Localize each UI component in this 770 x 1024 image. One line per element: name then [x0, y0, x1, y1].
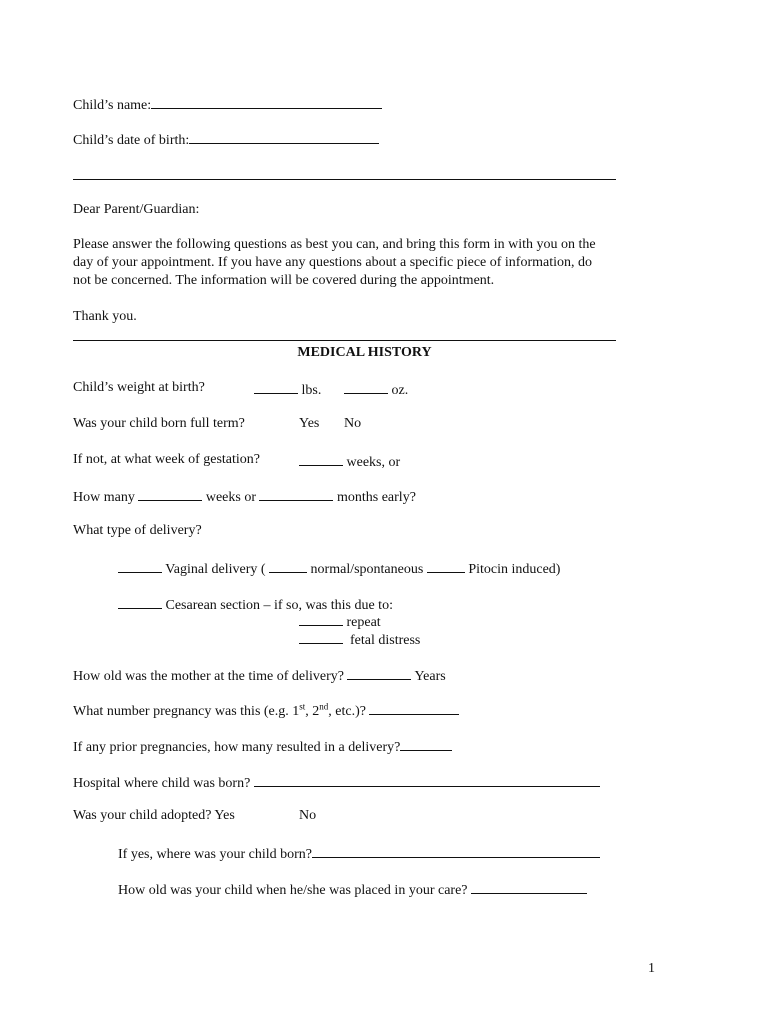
pregnancy-number-row	[73, 700, 459, 721]
delivery-type-label: What type of delivery?	[73, 523, 202, 538]
gestation-row	[299, 451, 400, 472]
normal-label: normal/spontaneous	[310, 562, 424, 577]
lbs-unit: lbs.	[301, 383, 322, 398]
months-early-field[interactable]	[259, 486, 333, 501]
how-many-label: How many	[73, 490, 135, 505]
pitocin-label: Pitocin induced)	[468, 562, 561, 577]
salutation: Dear Parent/Guardian:	[73, 202, 200, 217]
adopted-where-row	[118, 843, 600, 864]
instructions-line-2: day of your appointment. If you have any questions about a specific piece of information, do	[73, 255, 593, 270]
normal-field[interactable]	[269, 558, 307, 573]
gestation-unit: weeks, or	[346, 455, 401, 470]
vaginal-field[interactable]	[118, 558, 162, 573]
child-name-row	[73, 94, 382, 115]
birth-weight-oz-row	[344, 379, 408, 400]
vaginal-label: Vaginal delivery (	[165, 562, 266, 577]
repeat-field[interactable]	[299, 611, 343, 626]
child-dob-label: Child’s date of birth:	[73, 133, 190, 148]
section-title: MEDICAL HISTORY	[297, 345, 432, 360]
birth-weight-oz-field[interactable]	[344, 379, 388, 394]
divider-top	[73, 179, 616, 180]
hospital-row	[73, 772, 600, 793]
pregnancy-number-field[interactable]	[369, 700, 459, 715]
divider-section	[73, 340, 616, 341]
cesarean-field[interactable]	[118, 594, 162, 609]
adopted-age-field[interactable]	[471, 879, 587, 894]
oz-unit: oz.	[391, 383, 409, 398]
full-term-yes[interactable]: Yes	[299, 416, 320, 431]
hospital-label: Hospital where child was born?	[73, 776, 251, 791]
instructions-line-3: not be concerned. The information will be covered during the appointment.	[73, 273, 495, 288]
hospital-field[interactable]	[254, 772, 600, 787]
full-term-label: Was your child born full term?	[73, 416, 245, 431]
adopted-label: Was your child adopted? Yes	[73, 808, 235, 823]
prior-pregnancies-field[interactable]	[400, 736, 452, 751]
weeks-early-field[interactable]	[138, 486, 202, 501]
child-dob-row	[73, 129, 379, 150]
prior-pregnancies-label: If any prior pregnancies, how many resulted in a delivery?	[73, 740, 401, 755]
vaginal-row	[118, 558, 560, 579]
superscript-st: st	[299, 701, 306, 712]
how-many-row	[73, 486, 416, 507]
gestation-label: If not, at what week of gestation?	[73, 452, 260, 467]
birth-weight-label: Child’s weight at birth?	[73, 380, 205, 395]
adopted-age-row	[118, 879, 587, 900]
mother-age-row	[73, 665, 446, 686]
fetal-distress-label: fetal distress	[350, 633, 421, 648]
months-early-label: months early?	[336, 490, 416, 505]
birth-weight-lbs-field[interactable]	[254, 379, 298, 394]
pregnancy-number-sep: , 2	[305, 704, 320, 719]
child-dob-field[interactable]	[189, 129, 379, 144]
page-number: 1	[648, 961, 655, 976]
fetal-distress-field[interactable]	[299, 629, 343, 644]
fetal-distress-row	[299, 629, 420, 650]
adopted-no[interactable]: No	[299, 808, 317, 823]
mother-age-label: How old was the mother at the time of delivery?	[73, 669, 344, 684]
mother-age-unit: Years	[414, 669, 446, 684]
gestation-field[interactable]	[299, 451, 343, 466]
pregnancy-number-label-end: , etc.)?	[328, 704, 366, 719]
superscript-nd: nd	[319, 701, 329, 712]
repeat-label: repeat	[346, 615, 381, 630]
cesarean-label: Cesarean section – if so, was this due to:	[165, 598, 393, 613]
adopted-where-label: If yes, where was your child born?	[118, 847, 312, 862]
weeks-or-label: weeks or	[205, 490, 256, 505]
pitocin-field[interactable]	[427, 558, 465, 573]
full-term-no[interactable]: No	[344, 416, 362, 431]
birth-weight-lbs-row	[254, 379, 321, 400]
adopted-age-label: How old was your child when he/she was placed in your care?	[118, 883, 468, 898]
closing: Thank you.	[73, 309, 137, 324]
child-name-label: Child’s name:	[73, 98, 152, 113]
child-name-field[interactable]	[151, 94, 382, 109]
mother-age-field[interactable]	[347, 665, 411, 680]
pregnancy-number-label: What number pregnancy was this (e.g. 1	[73, 704, 300, 719]
prior-pregnancies-row	[73, 736, 452, 757]
adopted-where-field[interactable]	[312, 843, 600, 858]
instructions-line-1: Please answer the following questions as best you can, and bring this form in with you on the	[73, 237, 596, 252]
